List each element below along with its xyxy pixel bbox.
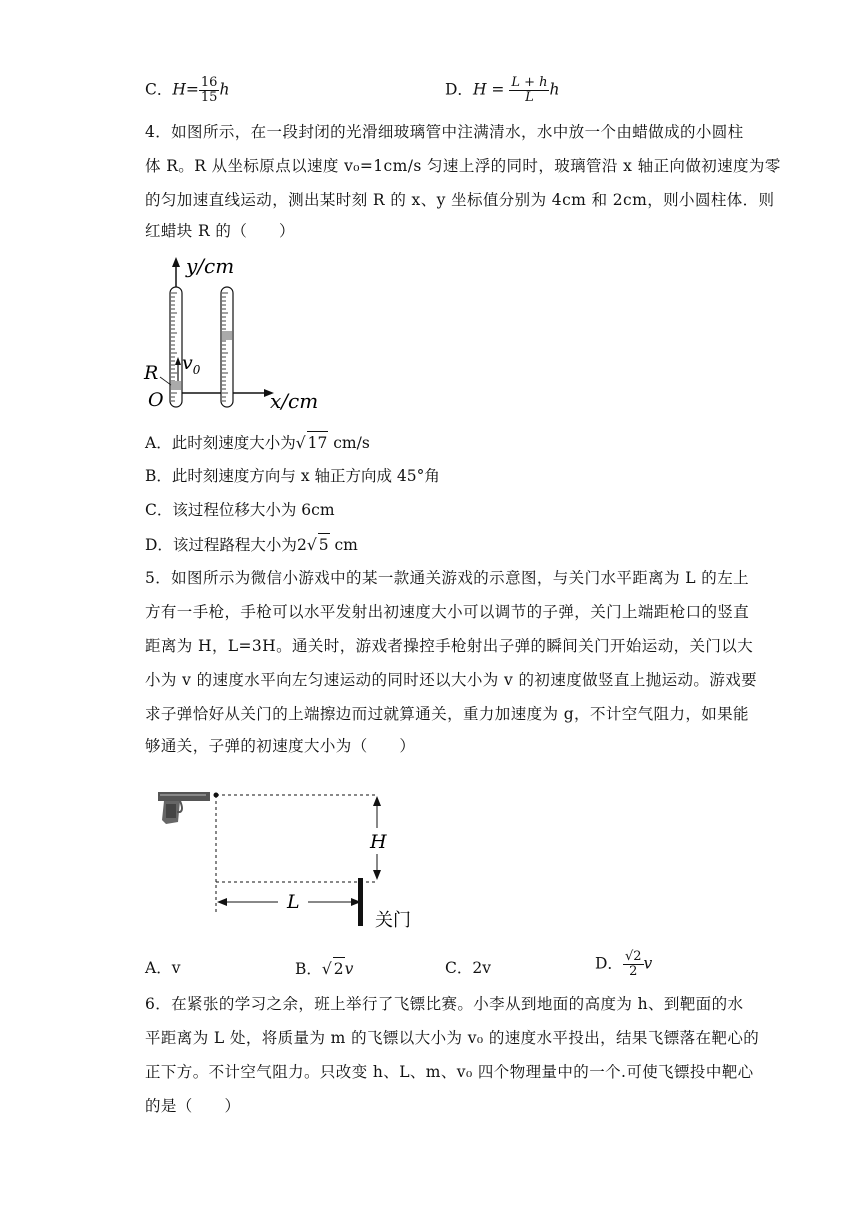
- q5-line-4: 小为 v 的速度水平向左匀速运动的同时还以大小为 v 的初速度做竖直上抛运动。游戏要: [145, 671, 758, 689]
- gate-label: 关门: [375, 910, 411, 931]
- q5-option-c: C．2v: [445, 959, 491, 977]
- q4-option-a: A．此时刻速度大小为√ 17 cm/s: [145, 431, 370, 454]
- pistol-icon: [158, 792, 210, 824]
- q6-line-4: 的是（ ）: [145, 1097, 241, 1115]
- wax-block-r-initial: [171, 381, 181, 390]
- q5-line-1: 5．如图所示为微信小游戏中的某一款通关游戏的示意图，与关门水平距离为 L 的左上: [145, 569, 750, 587]
- q5-line-6: 够通关，子弹的初速度大小为（ ）: [145, 737, 416, 755]
- q6-line-2: 平距离为 L 处，将质量为 m 的飞镖以大小为 v₀ 的速度水平投出，结果飞镖落在靶心的: [145, 1029, 760, 1047]
- origin-label: O: [148, 389, 164, 411]
- h-label: H: [370, 831, 387, 853]
- x-axis-label: x/cm: [270, 389, 319, 413]
- q5-line-3: 距离为 H，L=3H。通关时，游戏者操控手枪射出子弹的瞬间关门开始运动，关门以大: [145, 637, 754, 655]
- v0-label: $v_0$: [182, 352, 201, 377]
- q4-line-3: 的匀加速直线运动，测出某时刻 R 的 x、y 坐标值分别为 4cm 和 2cm，则小圆柱体．则: [145, 191, 775, 209]
- q5-line-5: 求子弹恰好从关门的上端擦边而过就算通关，重力加速度为 g，不计空气阻力，如果能: [145, 705, 749, 723]
- q5-option-d: D． $\frac{√2}{2}$ v: [595, 949, 653, 979]
- q3-option-c: C．H= $\frac{16}{15}$ h: [145, 75, 230, 105]
- gate-bar: [358, 878, 363, 926]
- q5-figure-gun-gate: [150, 780, 430, 940]
- wax-block-r-moved: [222, 331, 232, 340]
- q3-option-d: D．H = $\frac{L + h}{L}$ h: [445, 75, 560, 105]
- q6-line-1: 6．在紧张的学习之余，班上举行了飞镖比赛。小李从到地面的高度为 h、到靶面的水: [145, 995, 744, 1013]
- q5-option-a: A．v: [145, 959, 181, 977]
- q4-option-b: B．此时刻速度方向与 x 轴正方向成 45°角: [145, 467, 440, 485]
- q4-line-2: 体 R。R 从坐标原点以速度 v₀=1cm/s 匀速上浮的同时，玻璃管沿 x 轴正向做初速度为零: [145, 157, 781, 175]
- y-axis-label: y/cm: [186, 255, 235, 278]
- q4-option-d: D．该过程路程大小为2√ 5 cm: [145, 533, 358, 556]
- l-label: L: [287, 891, 300, 913]
- y-axis-arrow: [172, 257, 180, 267]
- q4-figure-glass-tubes: [140, 255, 330, 415]
- q6-line-3: 正下方。不计空气阻力。只改变 h、L、m、v₀ 四个物理量中的一个.可使飞镖投中靶心: [145, 1063, 754, 1081]
- r-label: R: [144, 362, 159, 384]
- q4-line-4: 红蜡块 R 的（ ）: [145, 222, 295, 240]
- q5-option-b: B．√ 2v: [295, 957, 353, 980]
- q4-option-c: C．该过程位移大小为 6cm: [145, 501, 335, 519]
- q4-line-1: 4．如图所示，在一段封闭的光滑细玻璃管中注满清水，水中放一个由蜡做成的小圆柱: [145, 123, 744, 141]
- q5-line-2: 方有一手枪，手枪可以水平发射出初速度大小可以调节的子弹，关门上端距枪口的竖直: [145, 603, 750, 621]
